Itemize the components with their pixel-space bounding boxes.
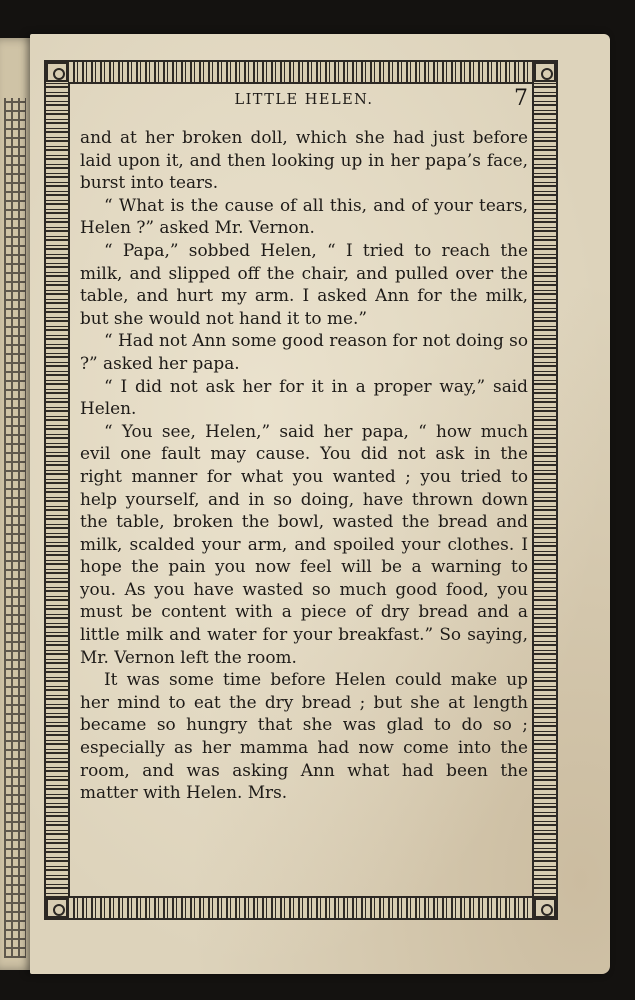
facing-page-border-ornament bbox=[4, 98, 26, 958]
paragraph: “ Papa,” sobbed Helen, “ I tried to reach the milk, and slipped off the chair, and pulled over the table, and hurt my arm. I asked Ann for the milk, but she would not hand it to me.” bbox=[80, 239, 528, 328]
paragraph: “ What is the cause of all this, and of your tears, Helen ?” asked Mr. Vernon. bbox=[80, 194, 528, 238]
border-left bbox=[46, 82, 70, 898]
body-text bbox=[80, 126, 528, 804]
paragraph: “ I did not ask her for it in a proper way,” said Helen. bbox=[80, 375, 528, 419]
paragraph: “ You see, Helen,” said her papa, “ how much evil one fault may cause. You did not ask in the right manner for what you wanted ; you tried to help yourself, and in so doing, have thrown down the table, broken the bowl, wasted the bread and milk, scalded your arm, and spoiled your clothes. I hope the pain you now feel will be a warning to you. As you have wasted so much good food, you must be content with a piece of dry bread and a little milk and water for your breakfast.” So saying, Mr. Vernon left the room. bbox=[80, 420, 528, 667]
border-corner-ornament bbox=[46, 898, 68, 918]
page-text-block bbox=[80, 86, 528, 804]
border-corner-ornament bbox=[534, 62, 556, 82]
running-head bbox=[80, 86, 528, 126]
border-corner-ornament bbox=[46, 62, 68, 82]
border-corner-ornament bbox=[534, 898, 556, 918]
paragraph: “ Had not Ann some good reason for not doing so ?” asked her papa. bbox=[80, 330, 528, 373]
paragraph: and at her broken doll, which she had just before laid upon it, and then looking up in her papa’s face, burst into tears. bbox=[80, 127, 528, 193]
page-number: 7 bbox=[514, 86, 528, 111]
border-right bbox=[532, 82, 556, 898]
border-top bbox=[46, 62, 556, 84]
border-bottom bbox=[46, 896, 556, 918]
paragraph: It was some time before Helen could make up her mind to eat the dry bread ; but she at length became so hungry that she was glad to do so ; especially as her mamma had now come into the room, and was asking Ann what had been the matter with Helen. Mrs. bbox=[80, 669, 528, 803]
running-title: LITTLE HELEN. bbox=[234, 92, 374, 108]
